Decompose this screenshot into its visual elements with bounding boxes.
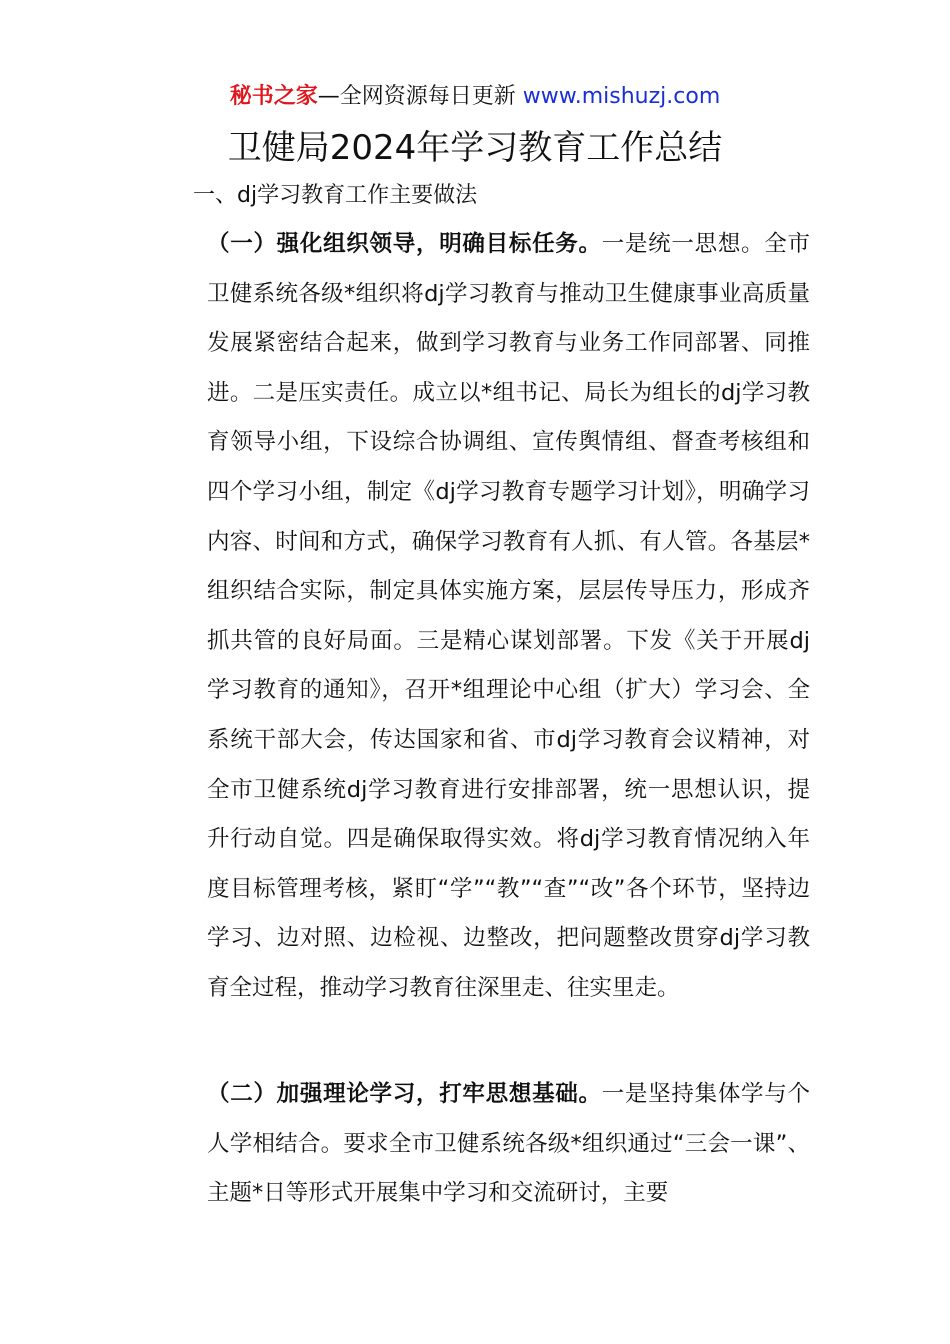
header-tagline: —全网资源每日更新 xyxy=(317,84,516,109)
site-url-link[interactable]: www.mishuzj.com xyxy=(522,84,721,109)
brand-name: 秘书之家 xyxy=(229,84,318,109)
paragraph-2 xyxy=(145,1070,810,1219)
paragraph-1-text: 一是统一思想。全市卫健系统各级*组织将dj学习教育与推动卫生健康事业高质量发展紧密结合起来，做到学习教育与业务工作同部署、同推进。二是压实责任。成立以*组书记、局长为组长的dj学习教育领导小组，下设综合协调组、宣传舆情组、督查考核组和四个学习小组，制定《dj学习教育专题学习计划》，明确学习内容、时间和方式，确保学习教育有人抓、有人管。各基层*组织结合实际，制定具体实施方案，层层传导压力，形成齐抓共管的良好局面。三是精心谋划部署。下发《关于开展dj学习教育的通知》，召开*组理论中心组（扩大）学习会、全系统干部大会，传达国家和省、市dj学习教育会议精神，对全市卫健系统dj学习教育进行安排部署，统一思想认识，提升行动自觉。四是确保取得实效。将dj学习教育情况纳入年度目标管理考核，紧盯“学”“教”“查”“改”各个环节，坚持边学习、边对照、边检视、边整改，把问题整改贯穿dj学习教育全过程，推动学习教育往深里走、往实里走。 xyxy=(207,231,810,1001)
paragraph-1 xyxy=(145,220,810,1014)
paragraph-1-lead: （一）强化组织领导，明确目标任务。 xyxy=(207,231,602,257)
section-heading: 一、dj学习教育工作主要做法 xyxy=(193,183,478,208)
document-title: 卫健局2024年学习教育工作总结 xyxy=(227,128,723,168)
site-header xyxy=(0,82,950,112)
paragraph-2-lead: （二）加强理论学习，打牢思想基础。 xyxy=(207,1081,602,1107)
paragraph-2-text: 一是坚持集体学与个人学相结合。要求全市卫健系统各级*组织通过“三会一课”、主题*日等形式开展集中学习和交流研讨，主要 xyxy=(207,1081,810,1207)
